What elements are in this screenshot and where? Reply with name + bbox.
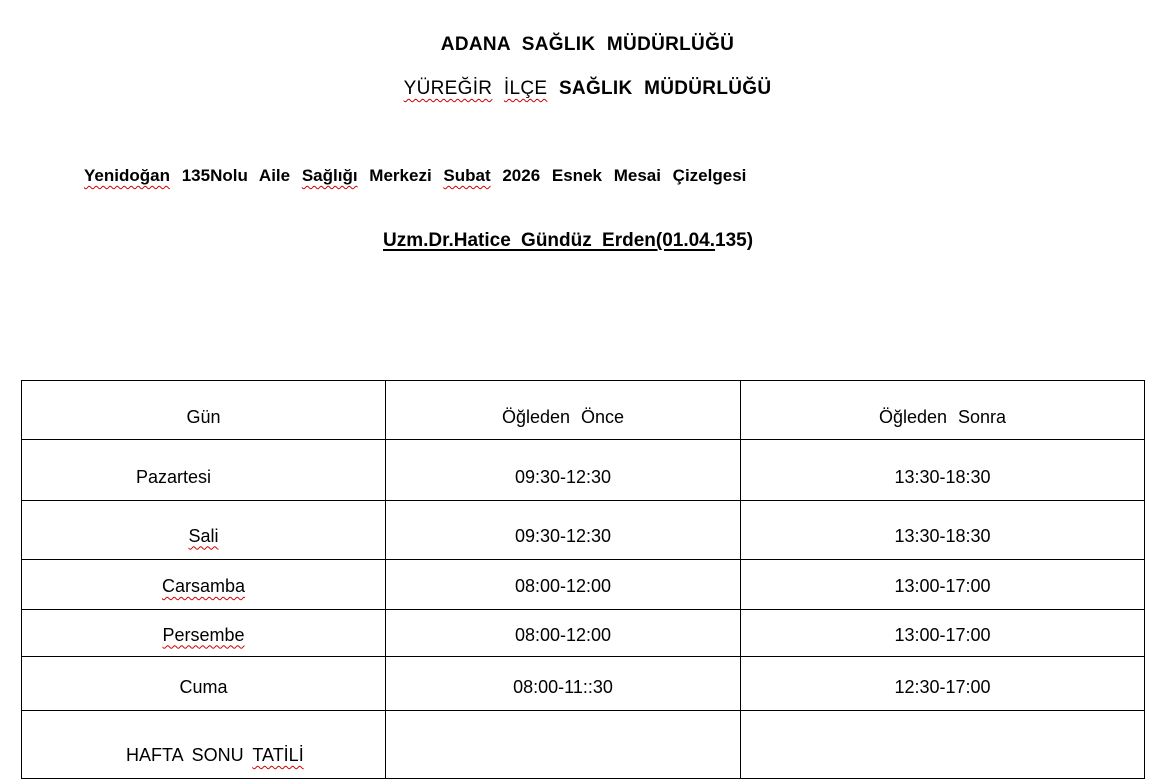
district-title [0,78,1175,100]
subtitle-word-merkezi: Merkezi [357,166,444,185]
day-cell [22,610,386,657]
subtitle-word-rest: 2026 Esnek Mesai Çizelgesi [490,166,747,185]
weekend-row [22,711,1145,779]
afternoon-cell [741,501,1145,560]
district-directorate: SAĞLIK MÜDÜRLÜĞÜ [558,78,772,99]
afternoon-hours: 13:00-17:00 [894,576,991,596]
day-cell [22,501,386,560]
morning-cell [386,501,741,560]
morning-hours: 09:30-12:30 [514,466,612,487]
afternoon-hours: 13:30-18:30 [894,525,991,546]
table-row [22,560,1145,610]
afternoon-cell [741,657,1145,711]
header-cell-day [22,381,386,440]
day-label: Persembe [162,624,245,645]
table-header-row [22,381,1145,440]
header-cell-morning [386,381,741,440]
morning-hours: 08:00-12:00 [514,624,612,645]
day-cell [22,560,386,610]
weekend-cell [22,711,386,779]
header-cell-afternoon [741,381,1145,440]
day-label: Carsamba [161,576,246,596]
subtitle-word-sagligi: Sağlığı [301,166,358,185]
table-row [22,501,1145,560]
header-morning-label: Öğleden Önce [501,406,625,427]
day-cell [22,657,386,711]
doctor-name-underlined: Uzm.Dr.Hatice Gündüz Erden(01.04. [383,230,716,251]
morning-hours: 08:00-11::30 [513,677,613,697]
district-name: YÜREĞİR [403,78,493,99]
day-label: Cuma [179,677,228,697]
table-row [22,440,1145,501]
table-row [22,657,1145,711]
schedule-subtitle [84,166,746,186]
weekend-label-part2: TATİLİ [252,745,304,765]
afternoon-cell [741,560,1145,610]
afternoon-cell [741,440,1145,501]
institution-title: ADANA SAĞLIK MÜDÜRLÜĞÜ [440,34,735,55]
header-day-label: Gün [186,406,221,427]
morning-cell [386,657,741,711]
morning-hours: 08:00-12:00 [514,576,612,596]
afternoon-cell [741,610,1145,657]
district-ilce-word: İLÇE [503,78,548,99]
morning-hours: 09:30-12:30 [514,525,612,546]
morning-cell [386,440,741,501]
weekend-morning-cell [386,711,741,779]
afternoon-hours: 13:30-18:30 [894,466,991,487]
table-row [22,610,1145,657]
morning-cell [386,560,741,610]
weekend-label [74,745,304,765]
afternoon-hours: 12:30-17:00 [894,677,991,697]
subtitle-word-subat: Subat [443,166,491,185]
morning-cell [386,610,741,657]
afternoon-hours: 13:00-17:00 [894,624,991,645]
day-label: Sali [188,525,219,546]
weekend-afternoon-cell [741,711,1145,779]
schedule-table [21,380,1145,779]
doctor-name [383,230,753,252]
subtitle-word-yenidogan: Yenidoğan [84,166,170,185]
header-afternoon-label: Öğleden Sonra [878,406,1007,427]
day-cell [22,440,386,501]
subtitle-word-nolu: 135Nolu Aile [181,166,302,185]
doctor-code-suffix: 135) [715,230,754,251]
weekend-label-part1: HAFTA SONU [126,745,253,765]
day-label: Pazartesi [135,466,212,487]
